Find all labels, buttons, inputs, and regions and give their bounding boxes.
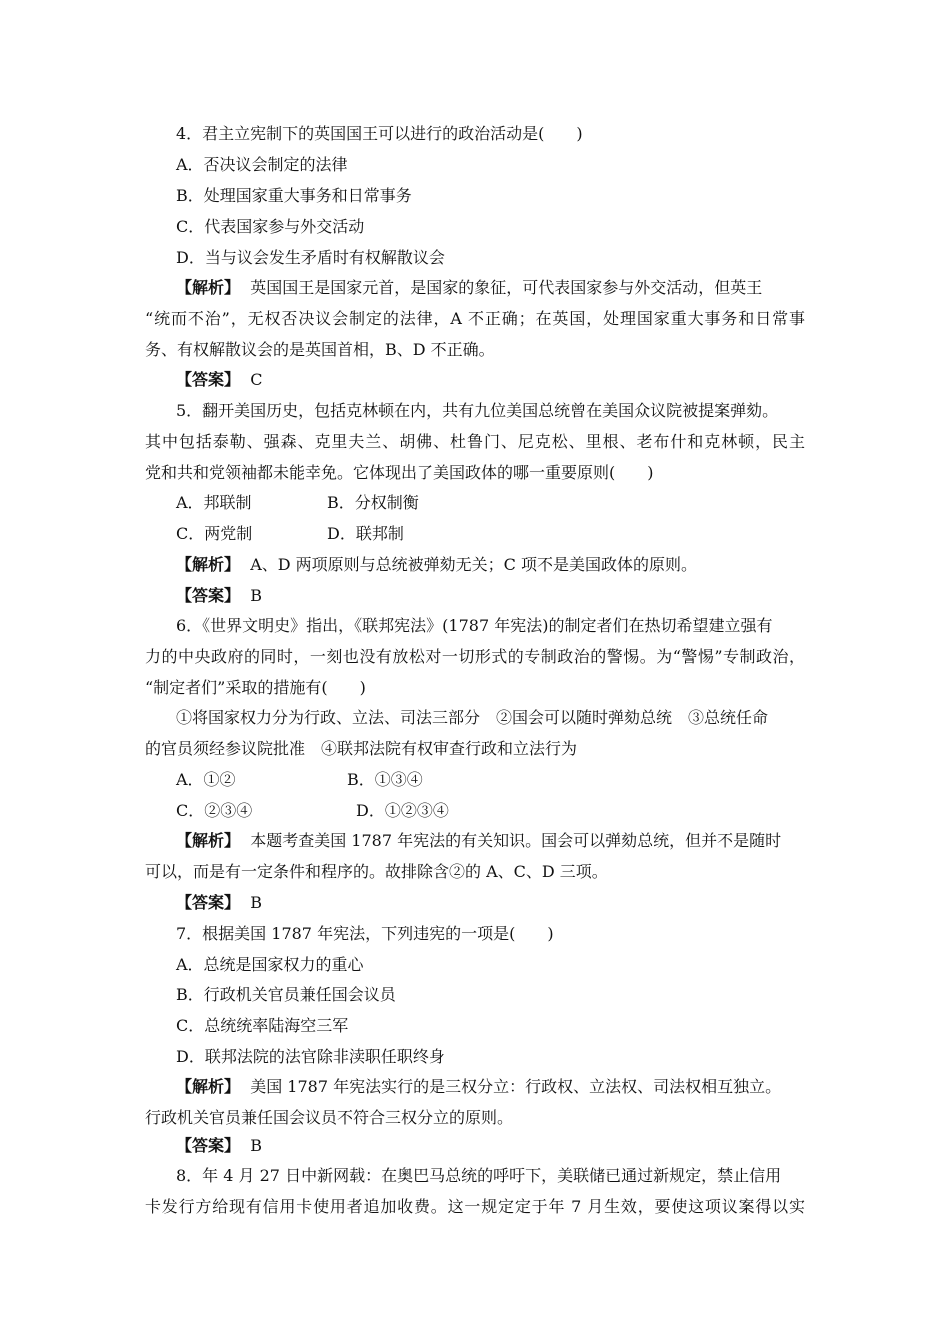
q6-answer: [176, 893, 262, 913]
q4-analysis-line-3: 务、有权解散议会的是英国首相，B、D 不正确。: [145, 340, 495, 359]
q6-option-b: B．①③④: [347, 770, 423, 789]
q4-answer: [176, 370, 262, 390]
q5-option-b: B．分权制衡: [327, 493, 419, 512]
q6-stem-line-3: “制定者们”采取的措施有( ): [145, 678, 366, 697]
q6-analysis-tag: 【解析】: [176, 831, 241, 850]
q7-stem: 7．根据美国 1787 年宪法，下列违宪的一项是( ): [176, 924, 554, 943]
q5-analysis-line-1: [176, 555, 697, 575]
q4-answer-value: C: [250, 370, 263, 389]
q6-analysis-line-1: [176, 831, 781, 851]
q5-answer: [176, 586, 262, 606]
q5-stem-line-1: 5．翻开美国历史，包括克林顿在内，共有九位美国总统曾在美国众议院被提案弹劾。: [176, 401, 779, 420]
q6-statements-line-2: 的官员须经参议院批准 ④联邦法院有权审查行政和立法行为: [145, 739, 578, 758]
q6-stem-line-1: 6．《世界文明史》指出，《联邦宪法》(1787 年宪法)的制定者们在热切希望建立强有: [176, 616, 773, 635]
q4-option-b: B．处理国家重大事务和日常事务: [176, 186, 412, 205]
q5-analysis-text-1: A、D 两项原则与总统被弹劾无关；C 项不是美国政体的原则。: [250, 555, 697, 574]
q7-analysis-tag: 【解析】: [176, 1077, 241, 1096]
q6-answer-value: B: [250, 893, 262, 912]
q7-option-b: B．行政机关官员兼任国会议员: [176, 985, 396, 1004]
q6-option-d: D．①②③④: [356, 801, 449, 820]
q4-analysis-text-1: 英国国王是国家元首，是国家的象征，可代表国家参与外交活动，但英王: [250, 278, 763, 297]
q7-option-c: C．总统统率陆海空三军: [176, 1016, 349, 1035]
q5-option-a: A．邦联制: [176, 493, 252, 512]
q4-option-c: C．代表国家参与外交活动: [176, 217, 365, 236]
q7-analysis-text-1: 美国 1787 年宪法实行的是三权分立：行政权、立法权、司法权相互独立。: [250, 1077, 782, 1096]
q6-answer-tag: 【答案】: [176, 893, 241, 912]
q6-option-c: C．②③④: [176, 801, 253, 820]
q6-analysis-line-2: 可以，而是有一定条件和程序的。故排除含②的 A、C、D 三项。: [145, 862, 608, 881]
q5-answer-value: B: [250, 586, 262, 605]
q6-stem-line-2: 力的中央政府的同时，一刻也没有放松对一切形式的专制政治的警惕。为“警惕”专制政治，: [145, 647, 805, 666]
q7-option-a: A．总统是国家权力的重心: [176, 955, 364, 974]
q7-answer: [176, 1136, 262, 1156]
q6-option-a: A．①②: [176, 770, 236, 789]
q5-answer-tag: 【答案】: [176, 586, 241, 605]
q4-stem: 4．君主立宪制下的英国国王可以进行的政治活动是( ): [176, 124, 583, 143]
q8-stem-line-2: 卡发行方给现有信用卡使用者追加收费。这一规定定于年 7 月生效，要使这项议案得以实: [145, 1197, 805, 1216]
q5-option-c: C．两党制: [176, 524, 253, 543]
q4-analysis-line-1: [176, 278, 762, 298]
q8-stem-line-1: 8．年 4 月 27 日中新网载：在奥巴马总统的呼吁下，美联储已通过新规定，禁止信用: [176, 1166, 782, 1185]
q4-option-d: D．当与议会发生矛盾时有权解散议会: [176, 248, 445, 267]
q7-answer-value: B: [250, 1136, 262, 1155]
q5-option-d: D．联邦制: [327, 524, 404, 543]
q7-option-d: D．联邦法院的法官除非渎职任职终身: [176, 1047, 445, 1066]
q5-stem-line-2: 其中包括泰勒、强森、克里夫兰、胡佛、杜鲁门、尼克松、里根、老布什和克林顿，民主: [145, 432, 805, 451]
q5-analysis-tag: 【解析】: [176, 555, 241, 574]
q7-analysis-line-2: 行政机关官员兼任国会议员不符合三权分立的原则。: [145, 1108, 514, 1127]
q6-statements-line-1: ①将国家权力分为行政、立法、司法三部分 ②国会可以随时弹劾总统 ③总统任命: [176, 708, 769, 727]
q5-stem-line-3: 党和共和党领袖都未能幸免。它体现出了美国政体的哪一重要原则( ): [145, 463, 654, 482]
q7-analysis-line-1: [176, 1077, 781, 1097]
q4-option-a: A．否决议会制定的法律: [176, 155, 348, 174]
q4-analysis-line-2: “统而不治”，无权否决议会制定的法律，A 不正确；在英国，处理国家重大事务和日常事: [145, 309, 805, 328]
q7-answer-tag: 【答案】: [176, 1136, 241, 1155]
q4-analysis-tag: 【解析】: [176, 278, 241, 297]
q6-analysis-text-1: 本题考查美国 1787 年宪法的有关知识。国会可以弹劾总统，但并不是随时: [250, 831, 782, 850]
q4-answer-tag: 【答案】: [176, 370, 241, 389]
